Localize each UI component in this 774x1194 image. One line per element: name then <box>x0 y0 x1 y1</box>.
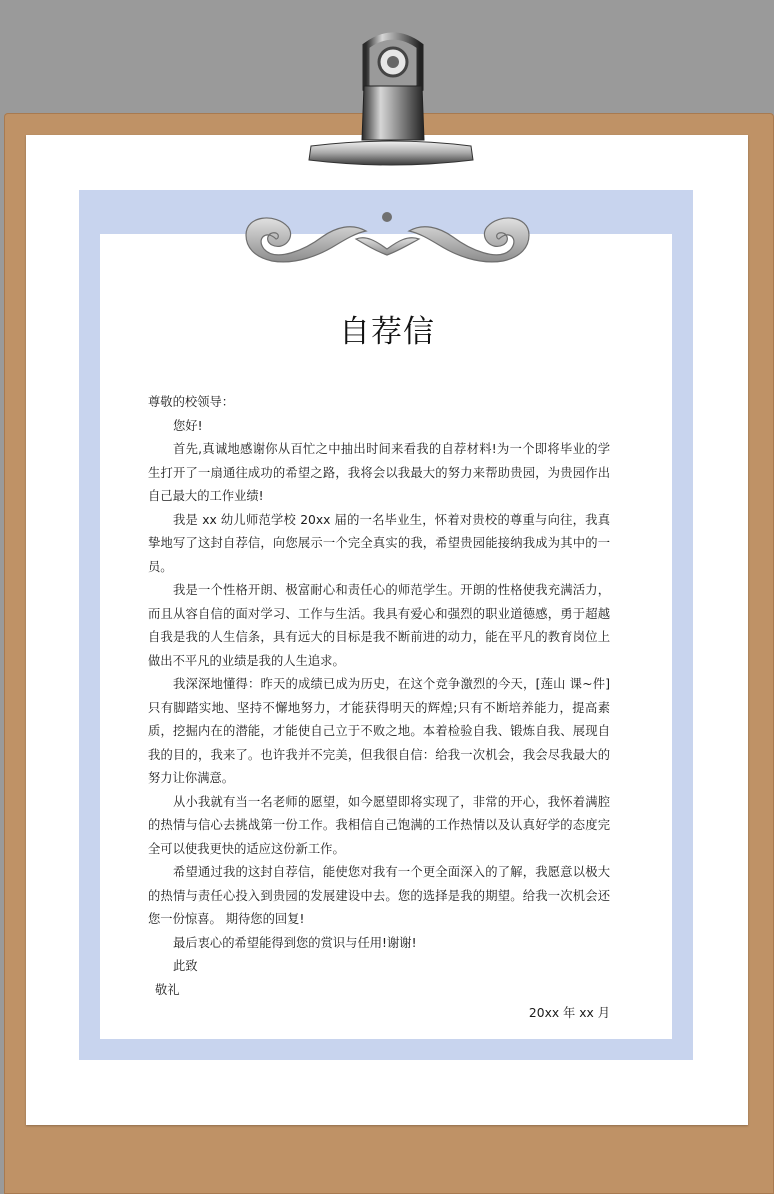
paragraph-5: 从小我就有当一名老师的愿望，如今愿望即将实现了，非常的开心，我怀着满腔的热情与信心去挑战第一份工作。我相信自己饱满的工作热情以及认真好学的态度完全可以使我更快的适应这份新工作。 <box>148 794 610 856</box>
greeting: 您好! <box>173 418 203 433</box>
letter-title: 自荐信 <box>339 314 435 350</box>
regards: 敬礼 <box>155 982 180 997</box>
salutation: 尊敬的校领导： <box>148 395 235 409</box>
paragraph-2: 我是 xx 幼儿师范学校 20xx 届的一名毕业生，怀着对贵校的尊重与向往，我真挚地写了这封自荐信，向您展示一个完全真实的我，希望贵园能接纳我成为其中的一员。 <box>148 512 610 574</box>
paragraph-7: 最后衷心的希望能得到您的赏识与任用!谢谢! <box>173 935 417 950</box>
binder-clip-icon <box>360 30 426 142</box>
closing: 此致 <box>173 959 198 973</box>
paragraph-1: 首先,真诚地感谢你从百忙之中抽出时间来看我的自荐材料!为一个即将毕业的学生打开了一扇通往成功的希望之路，我将会以我最大的努力来帮助贵园，为贵园作出自己最大的工作业绩! <box>148 442 610 503</box>
letter-body <box>148 391 610 1026</box>
scroll-ornament-icon <box>236 205 539 267</box>
letter-date: 20xx 年 xx 月 <box>528 1006 610 1020</box>
paragraph-6: 希望通过我的这封自荐信，能使您对我有一个更全面深入的了解，我愿意以极大的热情与责任心投入到贵园的发展建设中去。您的选择是我的期望。给我一次机会还您一份惊喜。 期待您的回复! <box>148 865 610 926</box>
paragraph-4: 我深深地懂得：昨天的成绩已成为历史，在这个竞争激烈的今天，[莲山 课~件]只有脚踏实地、坚持不懈地努力，才能获得明天的辉煌;只有不断培养能力，提高素质，挖掘内在的潜能，才能使自己立于不败之地。本着检验自我、锻炼自我、展现自我的目的，我来了。也许我并不完美，但我很自信：给我一次机会，我会尽我最大的努力让你满意。 <box>148 677 610 785</box>
paragraph-3: 我是一个性格开朗、极富耐心和责任心的师范学生。开朗的性格使我充满活力，而且从容自信的面对学习、工作与生活。我具有爱心和强烈的职业道德感，勇于超越自我是我的人生信条，具有远大的目标是我不断前进的动力，能在平凡的教育岗位上做出不平凡的业绩是我的人生追求。 <box>148 583 610 668</box>
